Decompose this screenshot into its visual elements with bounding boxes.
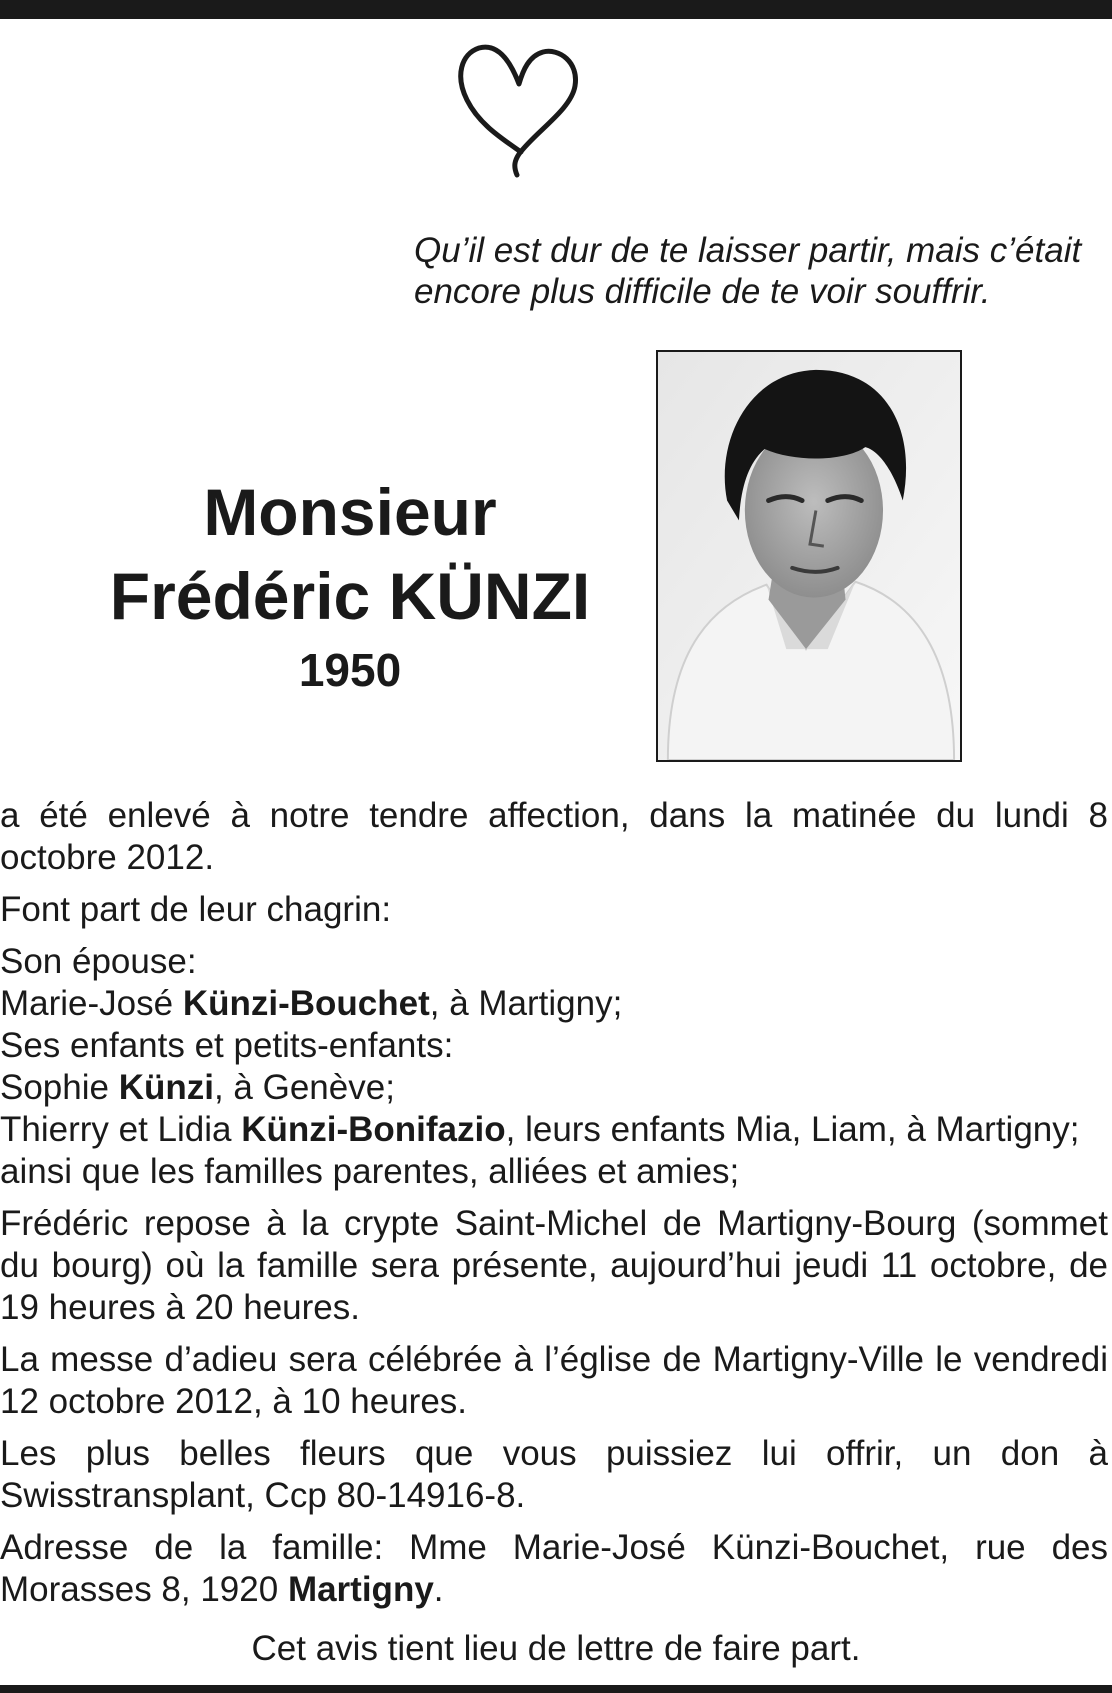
mass-text: La messe d’adieu sera célébrée à l’église de Martigny-Ville le vendredi 12 octobre 2012, à 10 heures. [0,1340,1108,1421]
flowers-text: Les plus belles fleurs que vous puissiez lui offrir, un don à Swisstransplant, Ccp 80-14916-8. [0,1434,1108,1515]
bottom-rule [0,1685,1112,1693]
children-heading: Ses enfants et petits-enfants: [0,1026,454,1065]
announcement-text: a été enlevé à notre tendre affection, dans la matinée du lundi 8 octobre 2012. [0,796,1108,877]
mourners-intro: Font part de leur chagrin: [0,890,392,929]
spouse-surname: Künzi-Bouchet [182,984,430,1023]
child2-details: , leurs enfants Mia, Liam, à Martigny; [505,1110,1080,1149]
epigraph-quote: Qu’il est dur de te laisser partir, mais c’était encore plus difficile de te voir souffrir. [414,231,1082,311]
spouse-first-name: Marie-José [0,984,183,1023]
address-city: Martigny [287,1570,434,1609]
family-address [0,1527,1108,1611]
spouse-heading: Son épouse: [0,942,197,981]
repose-text: Frédéric repose à la crypte Saint-Michel de Martigny-Bourg (sommet du bourg) où la famille sera présente, aujourd’hui jeudi 11 octobre, de 19 heures à 20 heures. [0,1204,1108,1327]
address-suffix: . [433,1570,444,1609]
child1-place: , à Genève; [213,1068,395,1107]
child1-first-name: Sophie [0,1068,119,1107]
heart-icon [455,40,585,180]
closing-note: Cet avis tient lieu de lettre de faire part. [251,1629,861,1668]
spouse-place: , à Martigny; [429,984,623,1023]
top-rule [0,0,1112,19]
birth-year: 1950 [298,644,402,696]
address-text: Adresse de la famille: Mme Marie-José Künzi-Bouchet, rue des Morasses 8, 1920 [0,1528,1108,1609]
portrait-photo [656,350,962,762]
deceased-name-block [90,470,610,702]
child1-surname: Künzi [118,1068,214,1107]
spouse-line [0,983,1108,1025]
deceased-name: Frédéric KÜNZI [109,559,591,633]
notice-body [0,795,1108,1621]
families-line: ainsi que les familles parentes, alliées et amies; [0,1152,740,1191]
child-line-1 [0,1067,1108,1109]
honorific: Monsieur [203,475,497,549]
child-line-2 [0,1109,1108,1151]
child2-surname: Künzi-Bonifazio [241,1110,506,1149]
child2-first-names: Thierry et Lidia [0,1110,242,1149]
